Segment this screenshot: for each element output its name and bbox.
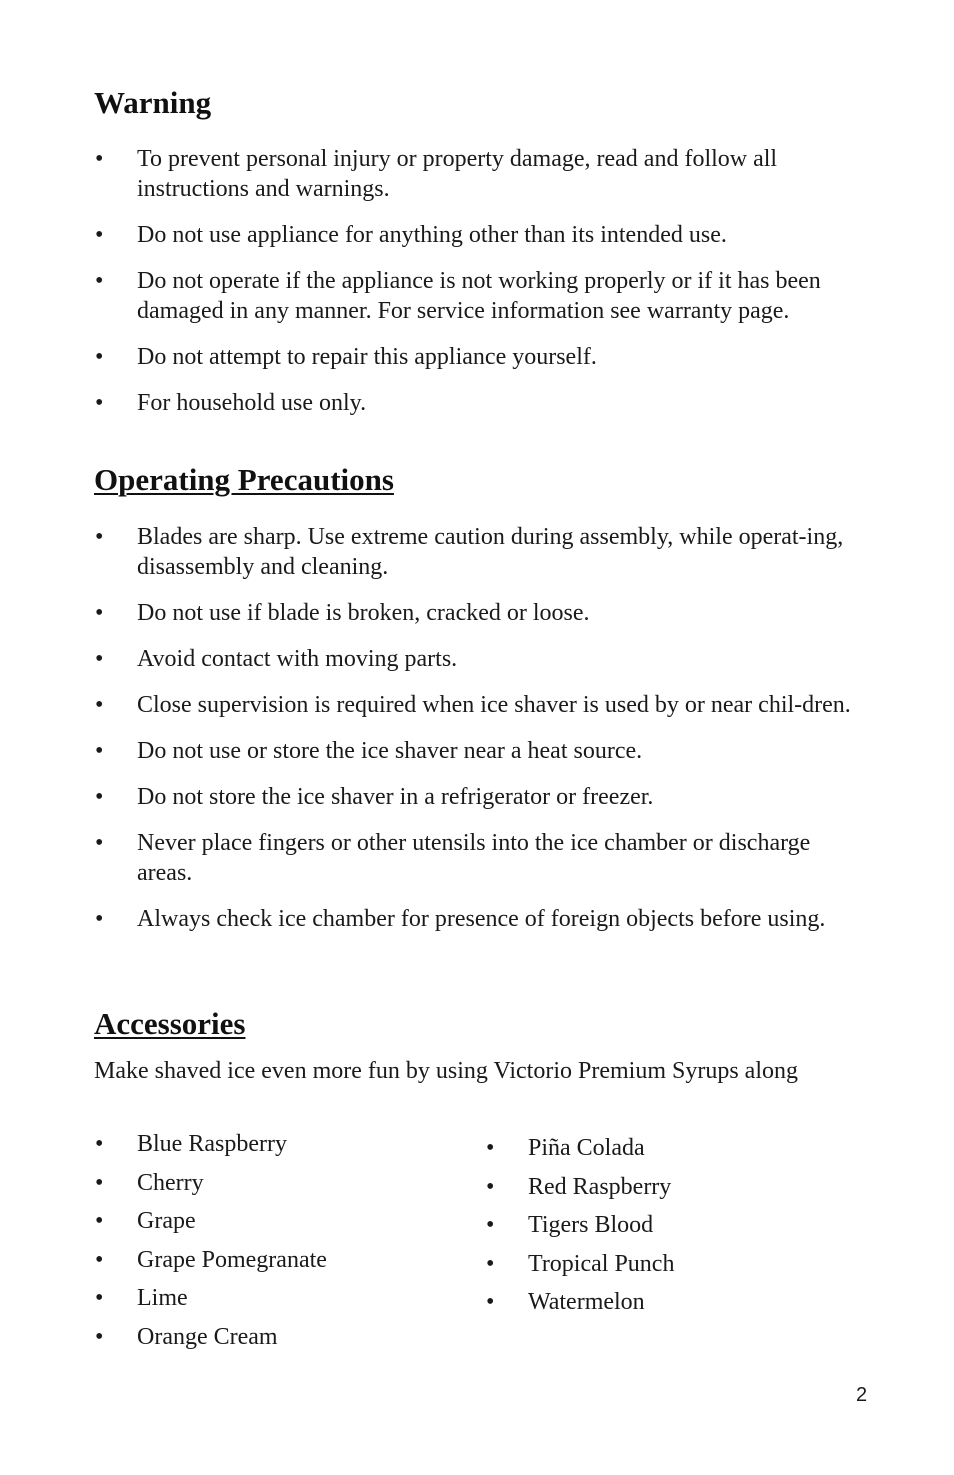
precaution-item: • Never place fingers or other utensils into the ice chamber or discharge areas. — [95, 830, 811, 886]
bullet-icon: • — [95, 1208, 104, 1235]
bullet-icon: • — [95, 222, 104, 248]
bullet-icon: • — [95, 692, 104, 718]
flavor-item: • Blue Raspberry — [95, 1131, 287, 1157]
bullet-icon: • — [95, 1285, 104, 1312]
bullet-icon: • — [95, 784, 104, 810]
flavor-item: • Grape Pomegranate — [95, 1246, 327, 1273]
flavor-item: • Red Raspberry — [486, 1173, 672, 1200]
bullet-icon: • — [95, 524, 104, 550]
flavor-list-left — [94, 1129, 474, 1361]
accessories-heading: Accessories — [94, 1006, 246, 1041]
bullet-icon: • — [95, 1246, 104, 1273]
precaution-item: • Always check ice chamber for presence of foreign objects before using. — [95, 906, 826, 932]
precautions-list — [94, 522, 864, 950]
bullet-icon: • — [486, 1250, 495, 1277]
bullet-icon: • — [486, 1135, 495, 1161]
bullet-icon: • — [95, 268, 104, 294]
warning-item: • Do not operate if the appliance is not working properly or if it has been damaged in any manner. For service information see warranty page. — [95, 268, 821, 324]
warning-heading: Warning — [94, 85, 212, 120]
precaution-item: • Do not store the ice shaver in a refrigerator or freezer. — [95, 784, 654, 810]
flavor-item: • Orange Cream — [95, 1323, 278, 1350]
precaution-item: • Do not use if blade is broken, cracked or loose. — [95, 600, 590, 626]
flavor-item: • Tropical Punch — [486, 1250, 675, 1277]
flavor-item: • Tigers Blood — [486, 1212, 654, 1239]
bullet-icon: • — [95, 906, 104, 932]
warning-item: • To prevent personal injury or property damage, read and follow all instructions and warnings. — [95, 146, 778, 202]
bullet-icon: • — [95, 1323, 104, 1350]
precaution-item: • Blades are sharp. Use extreme caution during assembly, while operat-ing, disassembly and cleaning. — [95, 524, 844, 580]
accessories-paragraph: Make shaved ice even more fun by using Victorio Premium Syrups along — [94, 1058, 798, 1084]
flavor-item: • Watermelon — [486, 1289, 645, 1316]
bullet-icon: • — [486, 1289, 495, 1316]
bullet-icon: • — [486, 1173, 495, 1200]
flavor-list-right — [485, 1133, 865, 1326]
flavor-item: • Lime — [95, 1285, 188, 1312]
bullet-icon: • — [95, 146, 104, 172]
flavor-item: • Cherry — [95, 1169, 204, 1196]
flavor-item: • Grape — [95, 1208, 196, 1235]
bullet-icon: • — [95, 830, 104, 856]
precaution-item: • Avoid contact with moving parts. — [95, 646, 458, 672]
bullet-icon: • — [486, 1212, 495, 1239]
operating-precautions-heading: Operating Precautions — [94, 462, 394, 497]
bullet-icon: • — [95, 344, 104, 370]
bullet-icon: • — [95, 1169, 104, 1196]
warning-item: • For household use only. — [95, 390, 367, 416]
warning-list — [94, 144, 864, 434]
warning-item: • Do not use appliance for anything other than its intended use. — [95, 222, 727, 248]
flavor-item: • Piña Colada — [486, 1135, 645, 1161]
bullet-icon: • — [95, 390, 104, 416]
bullet-icon: • — [95, 646, 104, 672]
bullet-icon: • — [95, 600, 104, 626]
precaution-item: • Do not use or store the ice shaver near a heat source. — [95, 738, 643, 764]
bullet-icon: • — [95, 738, 104, 764]
bullet-icon: • — [95, 1131, 104, 1157]
page-number: 2 — [856, 1384, 868, 1406]
precaution-item: • Close supervision is required when ice shaver is used by or near chil-dren. — [95, 692, 851, 718]
warning-item: • Do not attempt to repair this appliance yourself. — [95, 344, 597, 370]
